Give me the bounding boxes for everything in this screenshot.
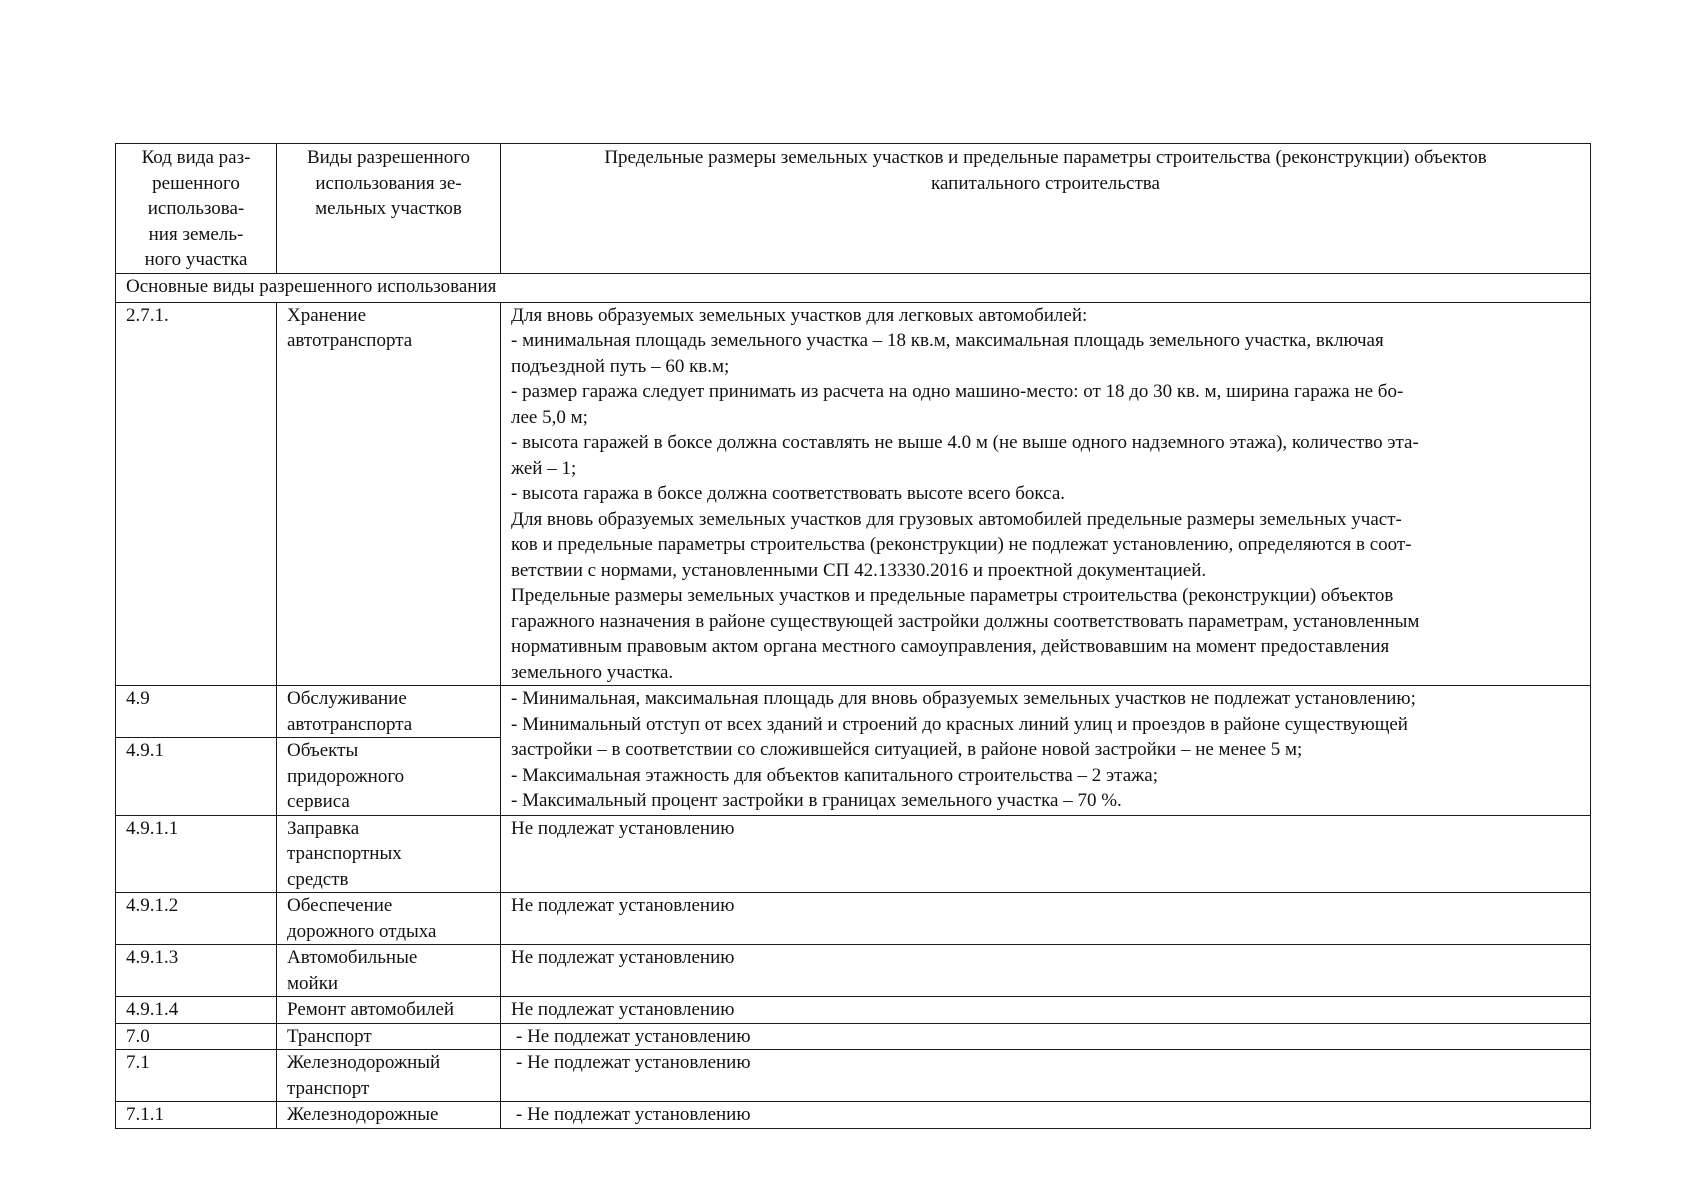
- row-use: [277, 1050, 501, 1102]
- row-use: [277, 1102, 501, 1129]
- row-use-text: Железнодорожные: [287, 1104, 439, 1125]
- header-params-line: Предельные размеры земельных участков и предельные параметры строительства (реконструкции) объектов: [604, 147, 1487, 168]
- table-row: [116, 945, 1591, 997]
- row-params: [501, 302, 1591, 686]
- table-row: [116, 997, 1591, 1024]
- row-code: 4.9.1.3: [116, 945, 277, 997]
- params-line: - Максимальная этажность для объектов капитального строительства – 2 этажа;: [511, 764, 1158, 786]
- header-use-cell: [277, 144, 501, 274]
- section-row: [116, 273, 1591, 302]
- row-params: - Не подлежат установлению: [501, 1102, 1591, 1129]
- params-line: нормативным правовым актом органа местного самоуправления, действовавшим на момент предоставления: [511, 636, 1390, 657]
- row-use: [277, 945, 501, 997]
- row-params: Не подлежат установлению: [501, 815, 1591, 893]
- params-line: - размер гаража следует принимать из расчета на одно машино-место: от 18 до 30 кв. м, ширина гаража не бо-: [511, 381, 1404, 402]
- row-code: 2.7.1.: [116, 302, 277, 686]
- header-code-cell: [116, 144, 277, 274]
- header-use-line: использования зе-: [315, 172, 462, 194]
- row-code: 4.9.1: [116, 738, 277, 816]
- table-row: [116, 1102, 1591, 1129]
- params-line: - высота гаражей в боксе должна составлять не выше 4.0 м (не выше одного надземного этажа), количество эта-: [511, 432, 1419, 453]
- zoning-parameters-table: [115, 143, 1591, 1129]
- params-line: гаражного назначения в районе существующей застройки должны соответствовать параметрам, установленным: [511, 610, 1420, 632]
- params-line: - минимальная площадь земельного участка – 18 кв.м, максимальная площадь земельного участка, включая: [511, 330, 1384, 351]
- header-params-cell: [501, 144, 1591, 274]
- params-line: ков и предельные параметры строительства (реконструкции) не подлежат установлению, определяются в соот-: [511, 534, 1412, 555]
- row-code: 7.0: [116, 1023, 277, 1050]
- row-params: Не подлежат установлению: [501, 997, 1591, 1024]
- row-code: 7.1: [116, 1050, 277, 1102]
- row-use: [277, 302, 501, 686]
- params-line: лее 5,0 м;: [511, 406, 588, 428]
- params-line: жей – 1;: [511, 457, 577, 479]
- table-header-row: [116, 144, 1591, 274]
- row-use-text: Транспорт: [287, 1025, 372, 1047]
- section-title: Основные виды разрешенного использования: [116, 273, 1591, 302]
- params-line: Для вновь образуемых земельных участков для грузовых автомобилей предельные размеры земельных участ-: [511, 508, 1402, 530]
- params-line: ветствии с нормами, установленными СП 42.13330.2016 и проектной документацией.: [511, 559, 1207, 581]
- row-use-text: Автомобильные мойки: [287, 947, 418, 994]
- header-code-line: Код вида раз-: [141, 147, 251, 168]
- row-use: [277, 1023, 501, 1050]
- row-use: [277, 815, 501, 893]
- header-code-line: ного участка: [144, 249, 248, 270]
- row-use-text: Хранение автотранспорта: [287, 304, 413, 351]
- table-row: [116, 302, 1591, 686]
- row-use-text: Заправка транспортных средств: [287, 817, 402, 890]
- params-line: - высота гаража в боксе должна соответствовать высоте всего бокса.: [511, 483, 1066, 504]
- header-code-line: решенного: [152, 172, 240, 194]
- row-use-text: Объекты придорожного сервиса: [287, 740, 405, 812]
- params-line: подъездной путь – 60 кв.м;: [511, 355, 730, 377]
- row-use: [277, 738, 501, 816]
- table-row: [116, 893, 1591, 945]
- table-row: [116, 815, 1591, 893]
- row-code: 4.9.1.2: [116, 893, 277, 945]
- params-line: - Максимальный процент застройки в границах земельного участка – 70 %.: [511, 790, 1122, 811]
- row-use-text: Железнодорожный транспорт: [287, 1052, 441, 1099]
- row-params: Не подлежат установлению: [501, 893, 1591, 945]
- params-line: - Минимальный отступ от всех зданий и строений до красных линий улиц и проездов в районе существующей: [511, 713, 1408, 735]
- row-params: [501, 686, 1591, 816]
- row-use: [277, 686, 501, 738]
- header-code-line: ния земель-: [148, 223, 244, 245]
- row-code: 4.9: [116, 686, 277, 738]
- row-use: [277, 997, 501, 1024]
- row-use-text: Обеспечение дорожного отдыха: [287, 895, 437, 942]
- row-code: 7.1.1: [116, 1102, 277, 1129]
- params-line: застройки – в соответствии со сложившейся ситуацией, в районе новой застройки – не менее 5 м;: [511, 739, 1303, 760]
- row-params: Не подлежат установлению: [501, 945, 1591, 997]
- params-line: - Минимальная, максимальная площадь для вновь образуемых земельных участков не подлежат установлению;: [511, 688, 1416, 709]
- table-row: [116, 1050, 1591, 1102]
- table-row: [116, 686, 1591, 738]
- header-code-line: использова-: [147, 198, 245, 219]
- params-line: Предельные размеры земельных участков и предельные параметры строительства (реконструкции) объектов: [511, 585, 1394, 606]
- row-use: [277, 893, 501, 945]
- row-code: 4.9.1.1: [116, 815, 277, 893]
- header-use-line: мельных участков: [315, 198, 462, 219]
- row-use-text: Ремонт автомобилей: [287, 999, 455, 1020]
- row-params: - Не подлежат установлению: [501, 1050, 1591, 1102]
- params-line: Для вновь образуемых земельных участков для легковых автомобилей:: [511, 304, 1088, 326]
- header-params-line: капитального строительства: [931, 172, 1160, 194]
- table-row: [116, 1023, 1591, 1050]
- row-code: 4.9.1.4: [116, 997, 277, 1024]
- row-params: - Не подлежат установлению: [501, 1023, 1591, 1050]
- row-use-text: Обслуживание автотранспорта: [287, 688, 413, 735]
- params-line: земельного участка.: [511, 661, 674, 683]
- header-use-line: Виды разрешенного: [306, 147, 471, 168]
